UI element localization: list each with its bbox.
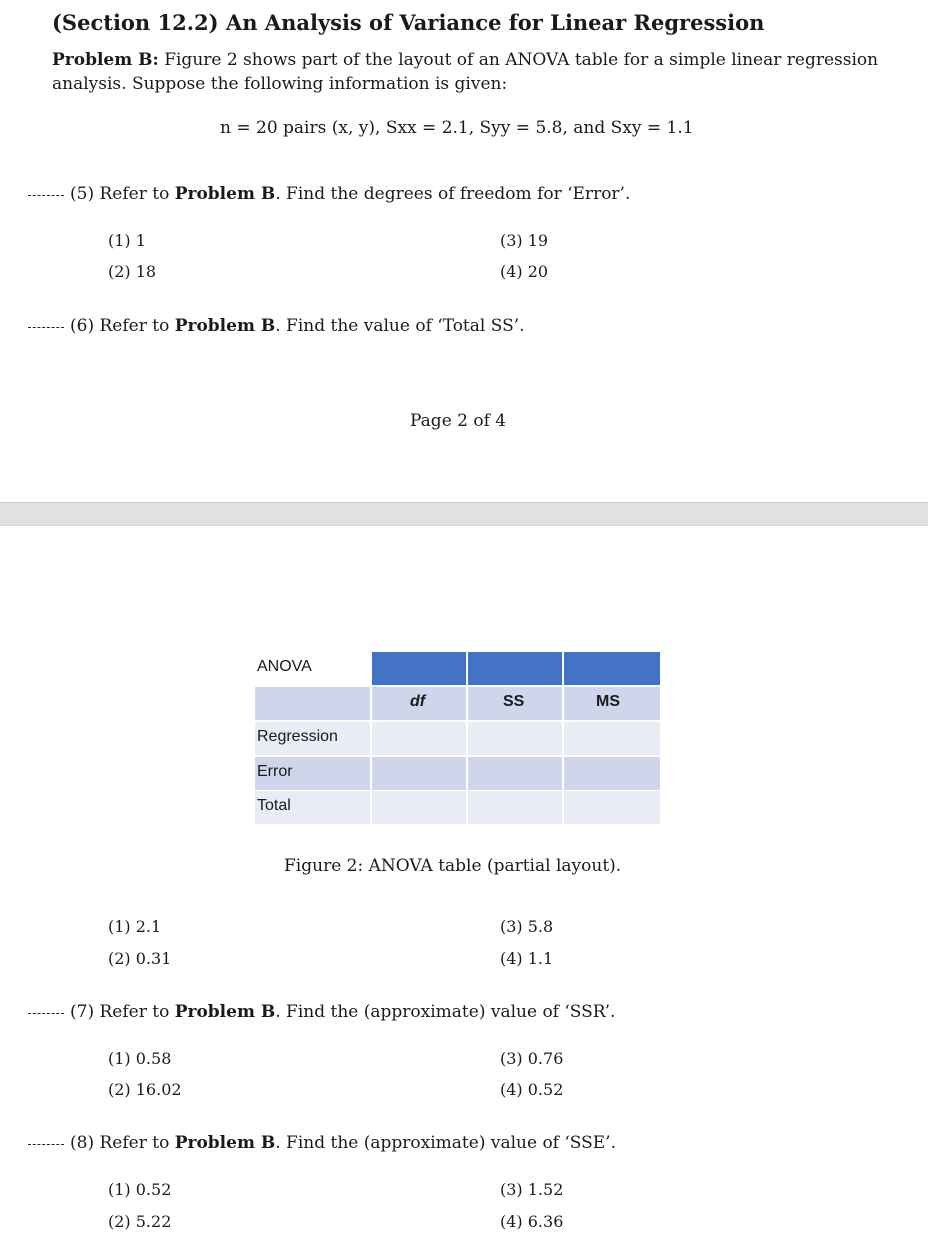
question-prefix: Refer to bbox=[99, 1002, 175, 1022]
table-cell bbox=[372, 722, 466, 755]
problem-text-1: Figure 2 shows part of the layout of an ANOVA table for a simple linear regression bbox=[158, 50, 879, 70]
row-error bbox=[255, 757, 370, 790]
option-q5-3[interactable]: (3) 19 bbox=[500, 231, 549, 250]
column-label: SS bbox=[503, 693, 525, 710]
header-cell bbox=[468, 652, 562, 685]
option-q6-1[interactable]: (1) 2.1 bbox=[108, 917, 162, 936]
option-q8-1[interactable]: (1) 0.52 bbox=[108, 1180, 172, 1199]
question-7 bbox=[28, 1002, 615, 1022]
answer-blank[interactable] bbox=[28, 1143, 64, 1145]
page-number: Page 2 of 4 bbox=[410, 411, 507, 431]
question-suffix: . Find the value of ‘Total SS’. bbox=[275, 316, 525, 336]
question-number: (5) bbox=[70, 184, 95, 204]
row-total bbox=[255, 791, 370, 824]
figure-caption: Figure 2: ANOVA table (partial layout). bbox=[284, 856, 622, 876]
given-information bbox=[220, 118, 694, 138]
option-q6-3[interactable]: (3) 5.8 bbox=[500, 917, 554, 936]
page-separator bbox=[0, 502, 928, 526]
row-label: Total bbox=[257, 797, 291, 814]
option-q7-1[interactable]: (1) 0.58 bbox=[108, 1049, 172, 1068]
row-label: Regression bbox=[257, 728, 338, 745]
question-number: (8) bbox=[70, 1133, 95, 1153]
column-label: df bbox=[410, 693, 426, 710]
question-suffix: . Find the (approximate) value of ‘SSE’. bbox=[275, 1133, 616, 1153]
option-q6-2[interactable]: (2) 0.31 bbox=[108, 949, 172, 968]
anova-table bbox=[255, 652, 660, 824]
anova-title: ANOVA bbox=[257, 658, 312, 675]
header-cell bbox=[372, 652, 466, 685]
given-equation: n = 20 pairs (x, y), Sxx = 2.1, Syy = 5.8, and Sxy = 1.1 bbox=[220, 118, 694, 138]
anova-title-cell bbox=[255, 652, 370, 685]
question-8 bbox=[28, 1133, 616, 1153]
question-5 bbox=[28, 184, 630, 204]
option-q8-4[interactable]: (4) 6.36 bbox=[500, 1212, 564, 1231]
table-cell bbox=[468, 791, 562, 824]
column-ss bbox=[468, 687, 562, 720]
answer-blank[interactable] bbox=[28, 1012, 64, 1014]
question-number: (6) bbox=[70, 316, 95, 336]
table-cell bbox=[468, 722, 562, 755]
option-q7-2[interactable]: (2) 16.02 bbox=[108, 1080, 182, 1099]
option-q5-1[interactable]: (1) 1 bbox=[108, 231, 146, 250]
column-ms bbox=[564, 687, 660, 720]
table-cell bbox=[372, 757, 466, 790]
option-q7-4[interactable]: (4) 0.52 bbox=[500, 1080, 564, 1099]
option-q6-4[interactable]: (4) 1.1 bbox=[500, 949, 554, 968]
table-cell bbox=[468, 757, 562, 790]
option-q5-2[interactable]: (2) 18 bbox=[108, 262, 157, 281]
question-prefix: Refer to bbox=[99, 1133, 175, 1153]
column-label: MS bbox=[596, 693, 620, 710]
table-cell bbox=[564, 722, 660, 755]
table-cell bbox=[564, 791, 660, 824]
question-ref: Problem B bbox=[174, 1133, 276, 1153]
question-prefix: Refer to bbox=[99, 316, 175, 336]
question-ref: Problem B bbox=[174, 316, 276, 336]
question-suffix: . Find the degrees of freedom for ‘Error’. bbox=[275, 184, 631, 204]
answer-blank[interactable] bbox=[28, 326, 64, 328]
column-df bbox=[372, 687, 466, 720]
problem-label: Problem B: bbox=[52, 50, 159, 70]
table-cell bbox=[255, 687, 370, 720]
option-q7-3[interactable]: (3) 0.76 bbox=[500, 1049, 564, 1068]
table-cell bbox=[564, 757, 660, 790]
row-regression bbox=[255, 722, 370, 755]
option-q5-4[interactable]: (4) 20 bbox=[500, 262, 549, 281]
option-q8-3[interactable]: (3) 1.52 bbox=[500, 1180, 564, 1199]
question-suffix: . Find the (approximate) value of ‘SSR’. bbox=[275, 1002, 616, 1022]
row-label: Error bbox=[257, 763, 293, 780]
question-6 bbox=[28, 316, 525, 336]
option-q8-2[interactable]: (2) 5.22 bbox=[108, 1212, 172, 1231]
question-ref: Problem B bbox=[174, 1002, 276, 1022]
answer-blank[interactable] bbox=[28, 194, 64, 196]
question-ref: Problem B bbox=[174, 184, 276, 204]
question-prefix: Refer to bbox=[99, 184, 175, 204]
problem-text-2: analysis. Suppose the following information is given: bbox=[52, 74, 508, 94]
header-cell bbox=[564, 652, 660, 685]
table-cell bbox=[372, 791, 466, 824]
section-title: (Section 12.2) An Analysis of Variance for Linear Regression bbox=[52, 10, 765, 35]
question-number: (7) bbox=[70, 1002, 95, 1022]
problem-statement-line-1 bbox=[52, 50, 878, 70]
